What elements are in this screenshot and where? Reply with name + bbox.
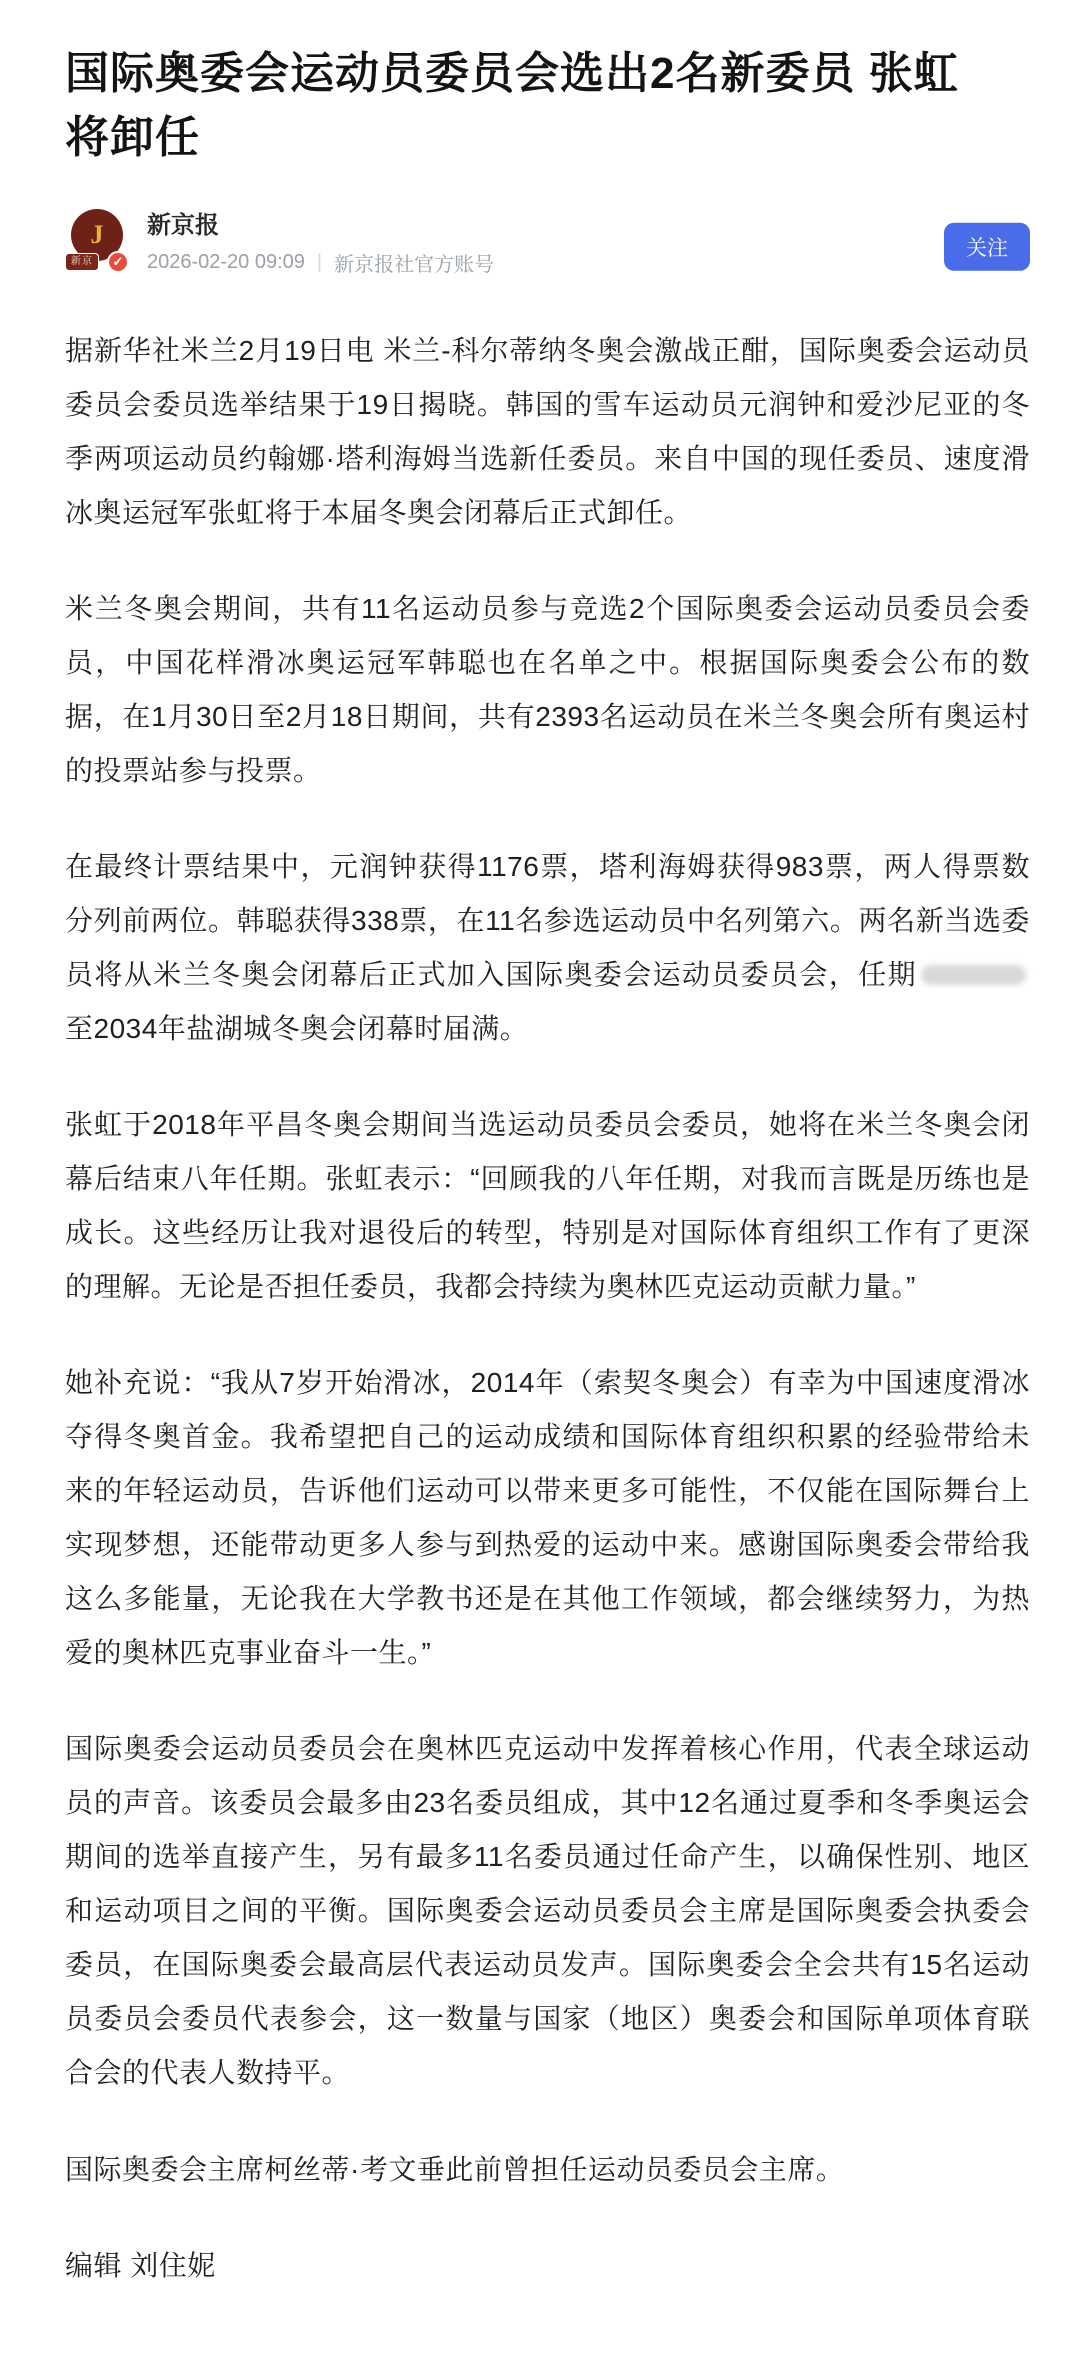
- paragraph: 她补充说：“我从7岁开始滑冰，2014年（索契冬奥会）有幸为中国速度滑冰夺得冬奥首金。我希望把自己的运动成绩和国际体育组织积累的经验带给未来的年轻运动员，告诉他们运动可以带来更多可能性，不仅能在国际舞台上实现梦想，还能带动更多人参与到热爱的运动中来。感谢国际奥委会带给我这么多能量，无论我在大学教书还是在其他工作领域，都会继续努力，为热爱的奥林匹克事业奋斗一生。”: [65, 1367, 1030, 1669]
- author-row: [65, 206, 1030, 276]
- publisher-avatar[interactable]: [65, 209, 129, 273]
- editor-credit: 编辑 刘住妮: [65, 2249, 216, 2281]
- publish-time: 2026-02-20 09:09: [147, 250, 305, 273]
- paragraph-text: 在最终计票结果中，元润钟获得1176票，塔利海姆获得983票，两人得票数分列前两位。韩聪获得338票，在11名参选运动员中名列第六。两名新当选委员将从米兰冬奥会闭幕后正式加入国际奥委会运动员委员会，任期: [65, 850, 1030, 990]
- follow-button[interactable]: 关注: [944, 222, 1030, 270]
- redacted-text-smudge: [921, 965, 1026, 985]
- paragraph-with-redaction: [65, 840, 1030, 1056]
- paragraph-text: 至2034年盐湖城冬奥会闭幕时届满。: [65, 1012, 529, 1044]
- paragraph: 据新华社米兰2月19日电 米兰-科尔蒂纳冬奥会激战正酣，国际奥委会运动员委员会委员选举结果于19日揭晓。韩国的雪车运动员元润钟和爱沙尼亚的冬季两项运动员约翰娜·塔利海姆当选新任委员。来自中国的现任委员、速度滑冰奥运冠军张虹将于本届冬奥会闭幕后正式卸任。: [65, 334, 1030, 528]
- paragraph: 国际奥委会主席柯丝蒂·考文垂此前曾担任运动员委员会主席。: [65, 2153, 845, 2185]
- paragraph: 国际奥委会运动员委员会在奥林匹克运动中发挥着核心作用，代表全球运动员的声音。该委员会最多由23名委员组成，其中12名通过夏季和冬季奥运会期间的选举直接产生，另有最多11名委员通过任命产生，以确保性别、地区和运动项目之间的平衡。国际奥委会运动员委员会主席是国际奥委会执委会委员，在国际奥委会最高层代表运动员发声。国际奥委会全会共有15名运动员委员会委员代表参会，这一数量与国家（地区）奥委会和国际单项体育联合会的代表人数持平。: [65, 1733, 1030, 2089]
- article-title: 国际奥委会运动员委员会选出2名新委员 张虹将卸任: [65, 49, 959, 162]
- paragraph: 张虹于2018年平昌冬奥会期间当选运动员委员会委员，她将在米兰冬奥会闭幕后结束八年任期。张虹表示：“回顾我的八年任期，对我而言既是历练也是成长。这些经历让我对退役后的转型，特别是对国际体育组织工作有了更深的理解。无论是否担任委员，我都会持续为奥林匹克运动贡献力量。”: [65, 1108, 1030, 1303]
- verified-badge-icon: ✓: [107, 251, 129, 273]
- author-info: [147, 205, 494, 277]
- article-body: [65, 324, 1030, 2293]
- paragraph: 米兰冬奥会期间，共有11名运动员参与竞选2个国际奥委会运动员委员会委员，中国花样滑冰奥运冠军韩聪也在名单之中。根据国际奥委会公布的数据，在1月30日至2月18日期间，共有2393名运动员在米兰冬奥会所有奥运村的投票站参与投票。: [65, 592, 1030, 786]
- publisher-name[interactable]: 新京报: [147, 211, 219, 239]
- logo-glyph: J: [90, 219, 104, 249]
- meta-separator: |: [316, 250, 323, 273]
- publisher-wordmark: 新京: [65, 253, 99, 271]
- article-meta: [147, 248, 494, 277]
- account-description: 新京报社官方账号: [334, 253, 495, 276]
